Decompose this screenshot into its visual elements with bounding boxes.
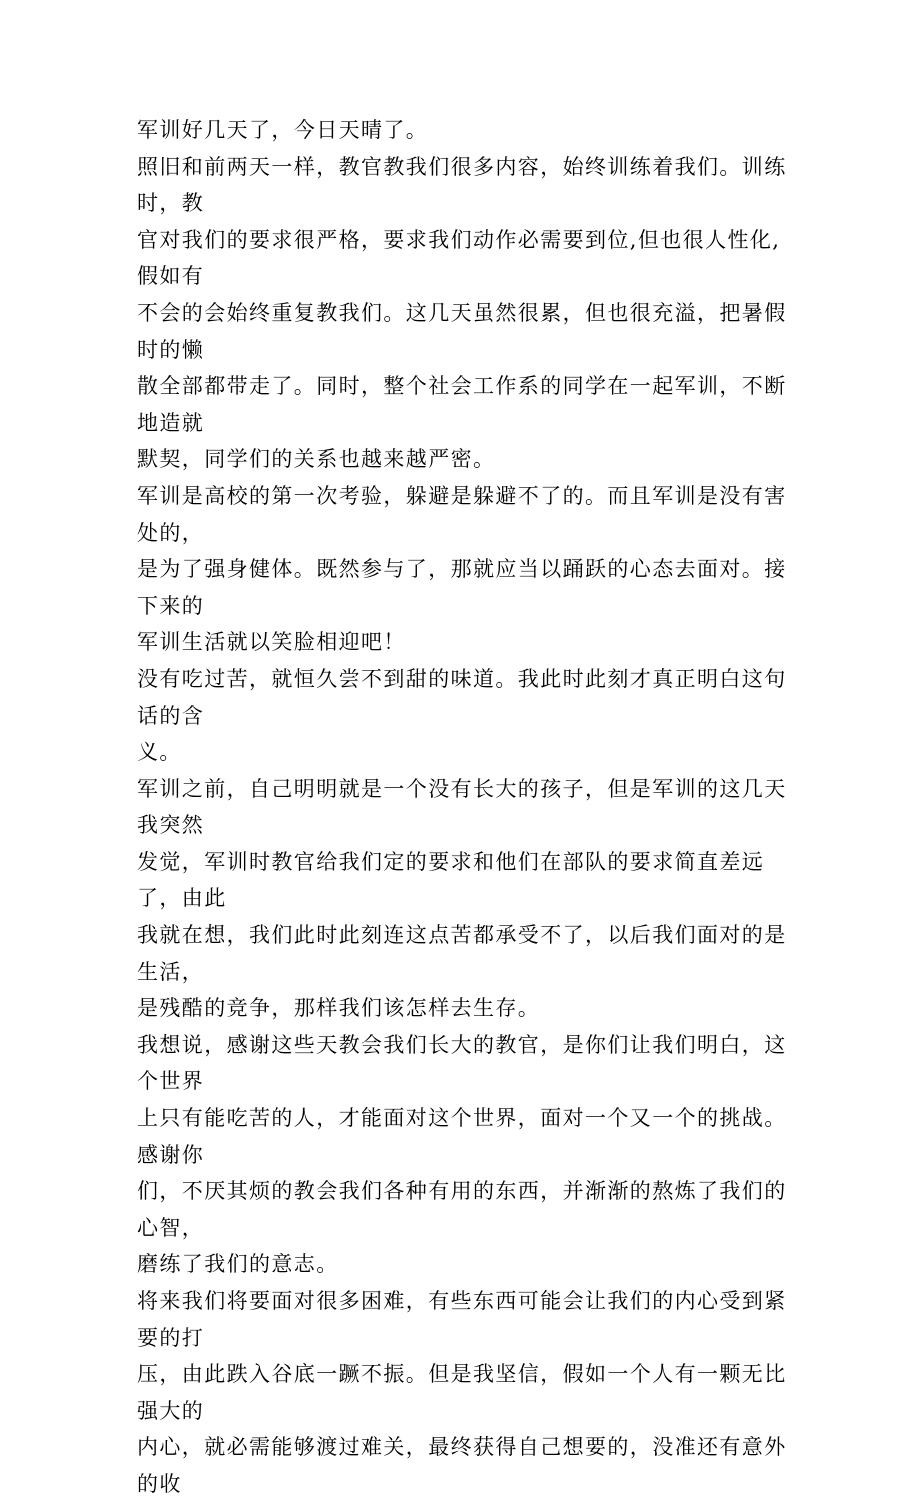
paragraph-1: 军训好几天了，今日天晴了。 [137, 118, 429, 142]
paragraph-2: 照旧和前两天一样，教官教我们很多内容，始终训练着我们。训练时，教 官对我们的要求很严格，要求我们动作必需要到位,但也很人性化,假如有 不会的会始终重复教我们。这几天虽然很累，但也很充溢，把暑假时的懒 散全部都带走了。同时，整个社会工作系的同学在一起军训，不断地造就 默契，同学们的关系也越来越严密。 [137, 154, 787, 472]
paragraph-6: 我想说，感谢这些天教会我们长大的教官，是你们让我们明白，这个世界 上只有能吃苦的人，才能面对这个世界，面对一个又一个的挑战。感谢你 们，不厌其烦的教会我们各种有用的东西，并渐渐的熬炼了我们的心智， 磨练了我们的意志。 [137, 1032, 787, 1277]
paragraph-7: 将来我们将要面对很多困难，有些东西可能会让我们的内心受到紧要的打 压，由此跌入谷底一蹶不振。但是我坚信，假如一个人有一颗无比强大的 内心，就必需能够渡过难关，最终获得自己想要的，没准还有意外的收 [137, 1289, 787, 1496]
paragraph-3: 军训是高校的第一次考验，躲避是躲避不了的。而且军训是没有害处的， 是为了强身健体。既然参与了，那就应当以踊跃的心态去面对。接下来的 军训生活就以笑脸相迎吧！ [137, 483, 787, 655]
paragraph-4: 没有吃过苦，就恒久尝不到甜的味道。我此时此刻才真正明白这句话的含 义。 [137, 666, 787, 765]
paragraph-5: 军训之前，自己明明就是一个没有长大的孩子，但是军训的这几天我突然 发觉，军训时教官给我们定的要求和他们在部队的要求简直差远了，由此 我就在想，我们此时此刻连这点苦都承受不了，以后我们面对的是生活， 是残酷的竞争，那样我们该怎样去生存。 [137, 776, 787, 1021]
document-body [137, 112, 787, 1503]
